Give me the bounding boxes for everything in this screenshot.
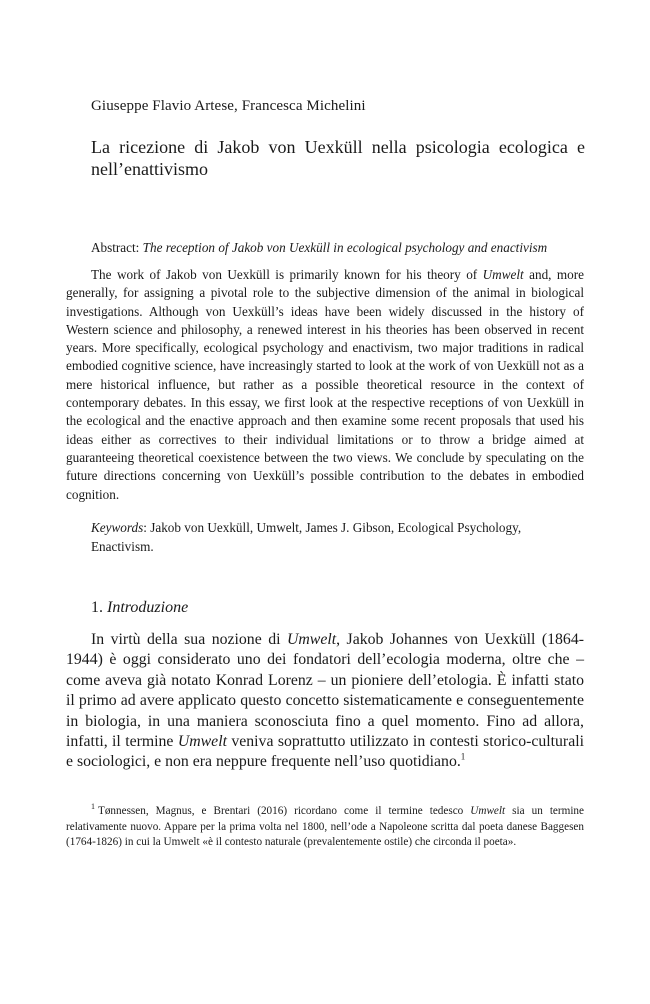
intro-part-2: , Jakob Johannes von Uexküll (1864-1944) è oggi considerato uno dei fondatori dell’ecologia moderna, oltre che – come aveva già notato Konrad Lorenz – un pioniere dell’etologia. È infatti stato il primo ad avere applicato questo concetto sistematicamente e conseguentemente in biologia, in una maniera sconosciuta fino a quel momento. Fino ad allora, infatti, il termine: [66, 631, 584, 751]
intro-part-3: veniva soprattutto utilizzato in contesti storico-culturali e sociologici, e non era neppure frequente nell’uso quotidiano.: [66, 733, 584, 771]
footnote-number: 1: [91, 802, 95, 812]
abstract-text-rest: and, more generally, for assigning a pivotal role to the subjective dimension of the animal in biological investigations. Although von Uexküll’s ideas have been widely discussed in the history of Western science and philosophy, a renewed interest in his theories has been observed in recent years. More specifically, ecological psychology and enactivism, two major traditions in radical embodied cognitive science, have increasingly started to look at the work of von Uexküll not as a mere historical influence, but rather as a possible theoretical resource in the context of contemporary debates. In this essay, we first look at the respective receptions of von Uexküll in the ecological and the enactive approach and then examine some recent proposals that used his ideas either as correctives to their individual limitations or to throw a bridge aimed at guaranteeing theoretical coexistence between the two views. We conclude by speculating on the future directions concerning von Uexküll’s possible contribution to the debates in embodied cognition.: [66, 267, 584, 502]
abstract-text: [66, 266, 584, 504]
section-number: 1.: [91, 599, 103, 616]
section-heading: [91, 599, 188, 617]
intro-umwelt-term-2: Umwelt: [177, 733, 227, 751]
abstract-label: Abstract:: [91, 240, 140, 255]
abstract-text-start: The work of Jakob von Uexküll is primarily known for his theory of: [91, 267, 483, 282]
section-title: Introduzione: [107, 599, 189, 616]
article-title: La ricezione di Jakob von Uexküll nella psicologia ecologica e nell’enattivismo: [91, 137, 585, 179]
abstract-umwelt-term: Umwelt: [482, 267, 524, 282]
footnote-reference[interactable]: 1: [460, 752, 466, 763]
keywords-text: : Jakob von Uexküll, Umwelt, James J. Gibson, Ecological Psychology, Enactivism.: [91, 520, 522, 554]
abstract-english-title: The reception of Jakob von Uexküll in ecological psychology and enactivism: [142, 240, 548, 255]
keywords-label: Keywords: [91, 520, 144, 535]
footnote-part-1: Tønnessen, Magnus, e Brentari (2016) ricordano come il termine tedesco: [98, 805, 471, 817]
footnote-umwelt-term: Umwelt: [470, 805, 506, 817]
abstract-heading: [91, 240, 589, 256]
authors-line: Giuseppe Flavio Artese, Francesca Michelini: [91, 98, 366, 114]
intro-part-1: In virtù della sua nozione di: [91, 631, 287, 648]
intro-umwelt-term-1: Umwelt: [286, 631, 337, 648]
footnote: [66, 804, 584, 851]
keywords: [91, 518, 585, 556]
intro-paragraph: [66, 630, 584, 773]
footnote-part-2: sia un termine relativamente nuovo. Appare per la prima volta nel 1800, nell’ode a Napoleone scritta dal poeta danese Baggesen (1764-1826) in cui la Umwelt «è il contesto naturale (prevalentemente ostile) che circonda il poeta».: [66, 805, 584, 849]
